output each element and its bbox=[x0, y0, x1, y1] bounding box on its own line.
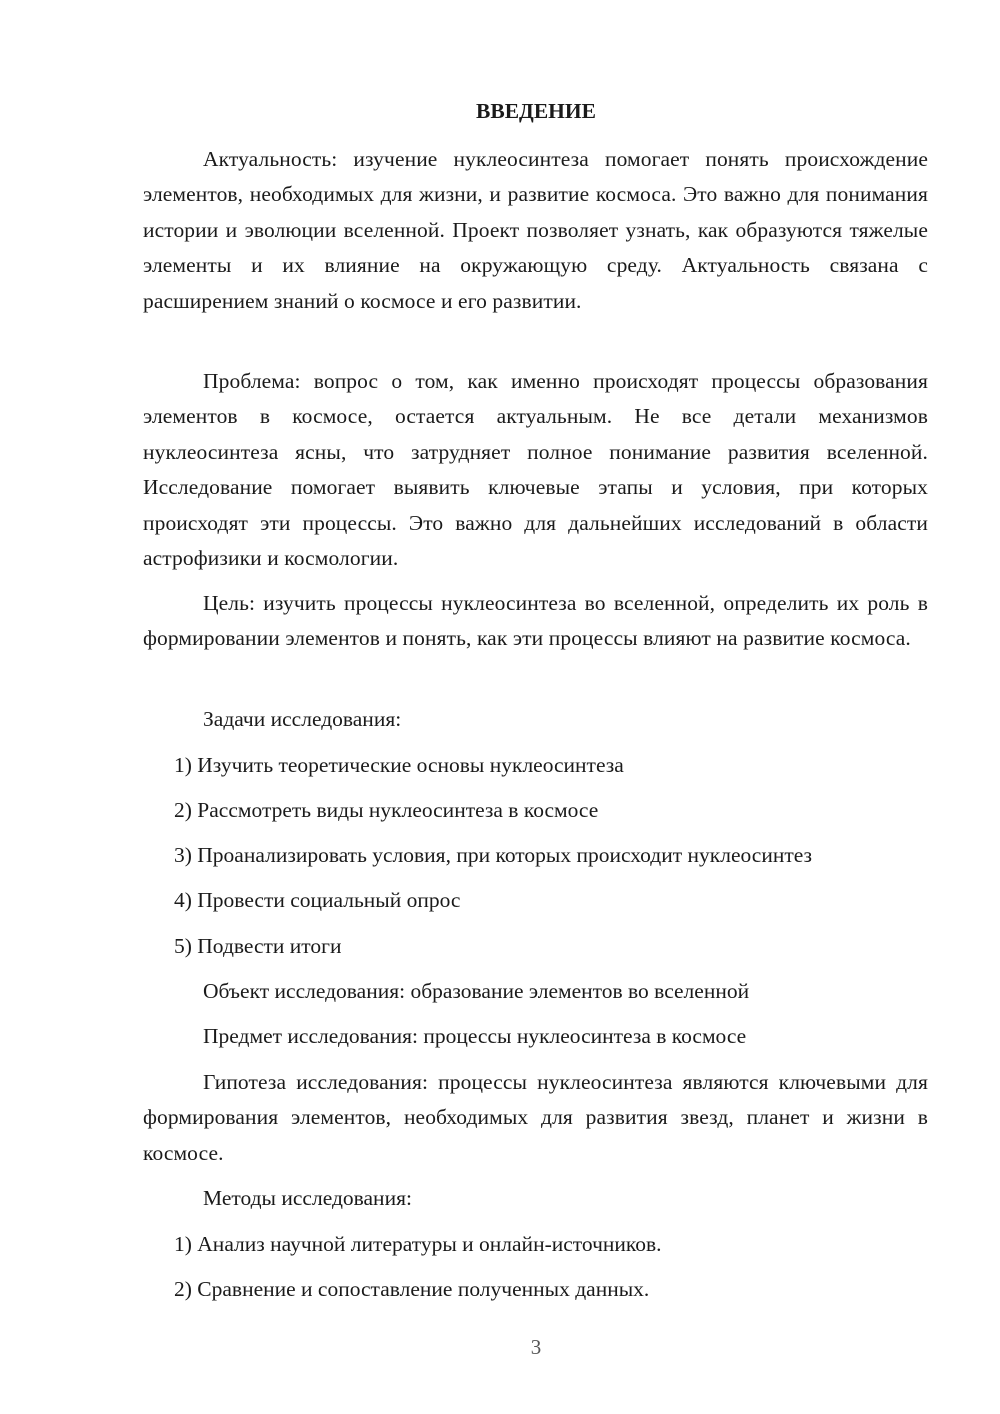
methods-label: Методы исследования: bbox=[203, 1186, 412, 1210]
problem-paragraph: Проблема: вопрос о том, как именно происходят процессы образования элементов в космосе, остается актуальным. Не все детали механизмов нуклеосинтеза ясны, что затрудняет полное понимание развития вселенной. Исследование помогает выявить ключевые этапы и условия, при которых происходят эти процессы. Это важно для дальнейших исследований в области астрофизики и космологии. bbox=[143, 369, 928, 571]
task-item: 5) Подвести итоги bbox=[174, 934, 342, 958]
goal-paragraph: Цель: изучить процессы нуклеосинтеза во вселенной, определить их роль в формировании элементов и понять, как эти процессы влияют на развитие космоса. bbox=[143, 591, 928, 651]
method-item: 1) Анализ научной литературы и онлайн-источников. bbox=[174, 1232, 662, 1256]
method-item: 2) Сравнение и сопоставление полученных данных. bbox=[174, 1277, 650, 1301]
tasks-label: Задачи исследования: bbox=[203, 707, 402, 731]
research-subject: Предмет исследования: процессы нуклеосинтеза в космосе bbox=[203, 1024, 747, 1048]
task-item: 4) Провести социальный опрос bbox=[174, 888, 461, 912]
research-object: Объект исследования: образование элементов во вселенной bbox=[203, 979, 750, 1003]
section-heading: ВВЕДЕНИЕ bbox=[476, 99, 596, 123]
task-item: 2) Рассмотреть виды нуклеосинтеза в космосе bbox=[174, 798, 599, 822]
task-item: 1) Изучить теоретические основы нуклеосинтеза bbox=[174, 753, 624, 777]
hypothesis-paragraph: Гипотеза исследования: процессы нуклеосинтеза являются ключевыми для формирования элементов, необходимых для развития звезд, планет и жизни в космосе. bbox=[143, 1070, 928, 1165]
relevance-paragraph: Актуальность: изучение нуклеосинтеза помогает понять происхождение элементов, необходимых для жизни, и развитие космоса. Это важно для понимания истории и эволюции вселенной. Проект позволяет узнать, как образуются тяжелые элементы и их влияние на окружающую среду. Актуальность связана с расширением знаний о космосе и его развитии. bbox=[143, 147, 928, 313]
page-number: 3 bbox=[530, 1335, 542, 1359]
task-item: 3) Проанализировать условия, при которых происходит нуклеосинтез bbox=[174, 843, 813, 867]
